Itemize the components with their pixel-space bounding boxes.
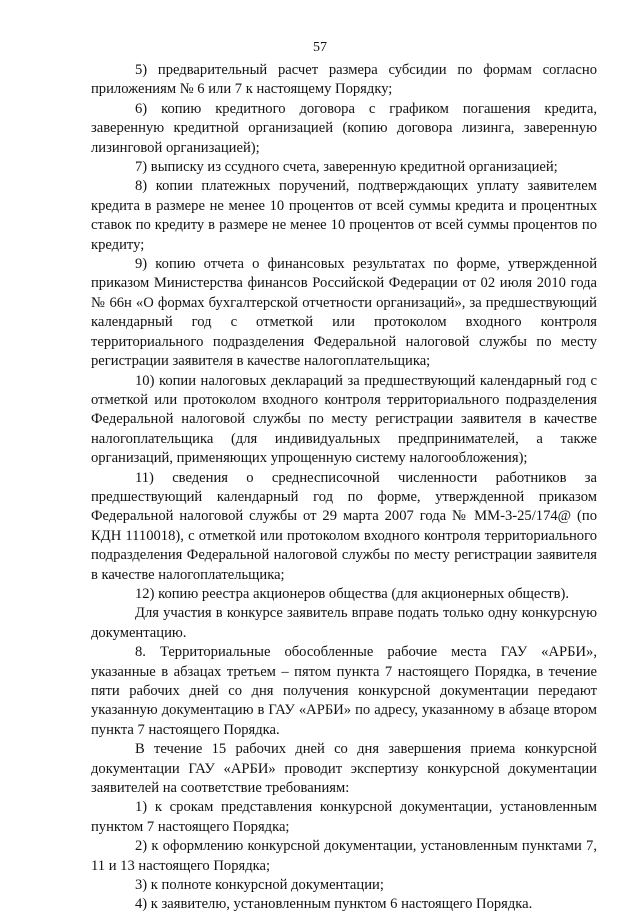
paragraph-item-12: 12) копию реестра акционеров общества (для акционерных обществ). [135,585,569,602]
paragraph-item-5: 5) предварительный расчет размера субсидии по формам согласно приложениям № 6 или 7 к настоящему Порядку; [91,62,597,98]
requirement-item-1: 1) к срокам представления конкурсной документации, установленным пунктом 7 настоящего Порядка; [91,799,597,835]
page-number: 57 [313,40,327,55]
paragraph-item-11: 11) сведения о среднесписочной численности работников за предшествующий календарный год по форме, утвержденной приказом Федеральной налоговой службы от 29 марта 2007 года № ММ-3-25/174@ (по КДН 1110018), с отметкой или протоколом входного контроля территориального подразделения Федеральной налоговой службы по месту регистрации заявителя в качестве налогоплательщика; [91,469,597,583]
paragraph-expertise: В течение 15 рабочих дней со дня завершения приема конкурсной документации ГАУ «АРБИ» проводит экспертизу конкурсной документации заявителей на соответствие требованиям: [91,741,597,797]
paragraph-item-7: 7) выписку из ссудного счета, заверенную кредитной организацией; [135,159,558,176]
requirement-item-4: 4) к заявителю, установленным пунктом 6 настоящего Порядка. [135,896,533,913]
paragraph-single-submission: Для участия в конкурсе заявитель вправе подать только одну конкурсную документацию. [91,605,597,641]
requirement-item-3: 3) к полноте конкурсной документации; [135,877,384,894]
paragraph-item-8: 8) копии платежных поручений, подтверждающих уплату заявителем кредита в размере не менее 10 процентов от всей суммы кредита и процентных ставок по кредиту в размере не менее 10 процентов от всей суммы процентов по кредиту; [91,178,597,253]
paragraph-section-8: 8. Территориальные обособленные рабочие места ГАУ «АРБИ», указанные в абзацах третьем – пятом пункта 7 настоящего Порядка, в течение пяти рабочих дней со дня получения конкурсной документации передают указанную документацию в ГАУ «АРБИ» по адресу, указанному в абзаце втором пункта 7 настоящего Порядка. [91,644,597,738]
paragraph-item-9: 9) копию отчета о финансовых результатах по форме, утвержденной приказом Министерства финансов Российской Федерации от 02 июля 2010 года № 66н «О формах бухгалтерской отчетности организаций», за предшествующий календарный год с отметкой или протоколом входного контроля территориального подразделения Федеральной налоговой службы по месту регистрации заявителя в качестве налогоплательщика; [91,256,597,370]
paragraph-item-10: 10) копии налоговых деклараций за предшествующий календарный год с отметкой или протоколом входного контроля территориального подразделения Федеральной налоговой службы по месту регистрации заявителя в качестве налогоплательщика (для индивидуальных предпринимателей, а также организаций, применяющих упрощенную систему налогообложения); [91,372,597,467]
paragraph-item-6: 6) копию кредитного договора с графиком погашения кредита, заверенную кредитной организацией (копию договора лизинга, заверенную лизинговой организацией); [91,100,597,156]
requirement-item-2: 2) к оформлению конкурсной документации, установленным пунктами 7, 11 и 13 настоящего Порядка; [91,838,597,874]
document-body [91,61,597,915]
